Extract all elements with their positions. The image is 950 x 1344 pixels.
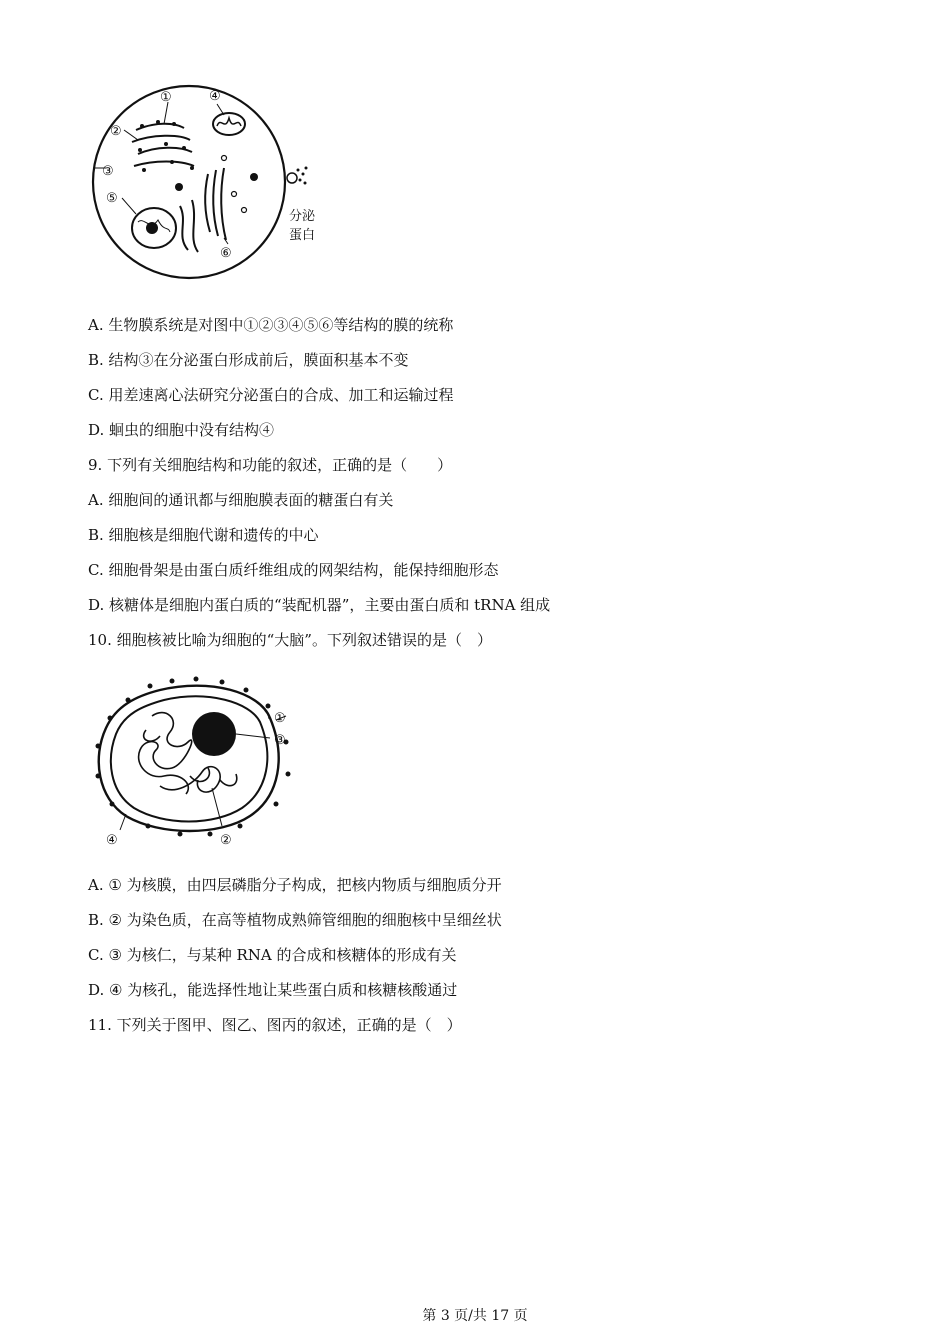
nucleus-figure (90, 676, 305, 851)
nucleus-label-4: ④ (106, 833, 118, 848)
label-6: ⑥ (220, 246, 232, 261)
q9-option-c: C. 细胞骨架是由蛋白质纤维组成的网架结构，能保持细胞形态 (88, 561, 499, 579)
page-number: 第 3 页/共 17 页 (422, 1308, 528, 1324)
q8-option-b: B. 结构③在分泌蛋白形成前后，膜面积基本不变 (88, 351, 409, 369)
cell-secretion-figure (84, 82, 334, 282)
q10-option-a: A. ① 为核膜，由四层磷脂分子构成，把核内物质与细胞质分开 (88, 876, 502, 894)
q8-option-a: A. 生物膜系统是对图中①②③④⑤⑥等结构的膜的统称 (88, 316, 454, 334)
q10-option-c: C. ③ 为核仁，与某种 RNA 的合成和核糖体的形成有关 (88, 946, 457, 964)
secreted-protein-label-1: 分泌 (289, 209, 316, 224)
nucleus-label-2: ② (220, 833, 232, 848)
label-5: ⑤ (106, 191, 118, 206)
label-3: ③ (102, 164, 114, 179)
q8-option-d: D. 蛔虫的细胞中没有结构④ (88, 421, 275, 439)
label-1: ① (160, 90, 172, 105)
q10-option-d: D. ④ 为核孔，能选择性地让某些蛋白质和核糖核酸通过 (88, 981, 458, 999)
nucleus-label-1: ① (274, 711, 286, 726)
label-2: ② (110, 124, 122, 139)
q9-option-b: B. 细胞核是细胞代谢和遗传的中心 (88, 526, 319, 544)
q8-option-c: C. 用差速离心法研究分泌蛋白的合成、加工和运输过程 (88, 386, 454, 404)
secreted-protein-label-2: 蛋白 (289, 228, 316, 243)
q9-option-a: A. 细胞间的通讯都与细胞膜表面的糖蛋白有关 (88, 491, 394, 509)
q9-option-d: D. 核糖体是细胞内蛋白质的“装配机器”，主要由蛋白质和 tRNA 组成 (88, 596, 551, 614)
q10-stem: 10. 细胞核被比喻为细胞的“大脑”。下列叙述错误的是（ ） (88, 631, 492, 649)
label-4: ④ (209, 89, 221, 104)
q10-option-b: B. ② 为染色质，在高等植物成熟筛管细胞的细胞核中呈细丝状 (88, 911, 502, 929)
q11-stem: 11. 下列关于图甲、图乙、图丙的叙述，正确的是（ ） (88, 1016, 462, 1034)
q9-stem: 9. 下列有关细胞结构和功能的叙述，正确的是（ ） (88, 456, 453, 474)
nucleus-label-3: ③ (274, 733, 286, 748)
